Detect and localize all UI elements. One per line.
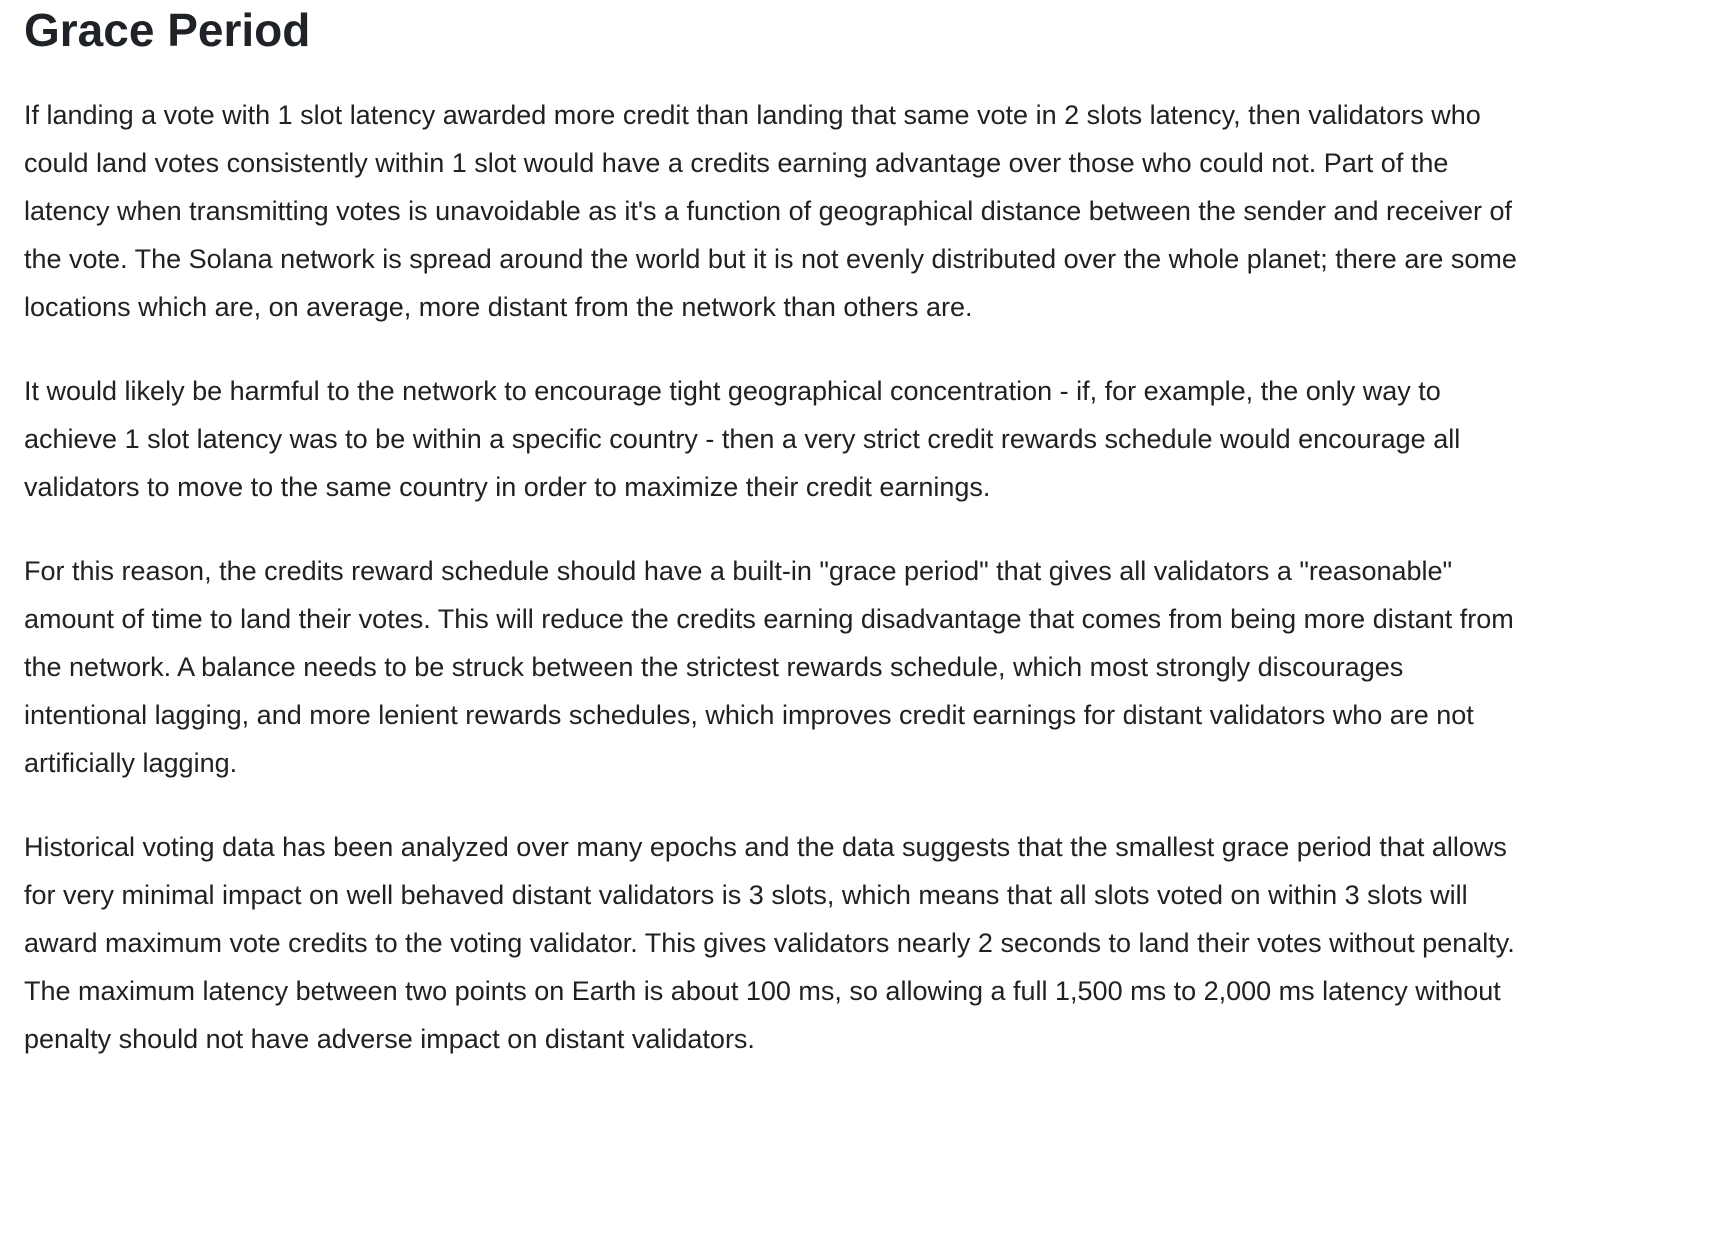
- paragraph-grace-period-rationale: For this reason, the credits reward schedule should have a built-in "grace period" that gives all validators a "reasonable" amount of time to land their votes. This will reduce the credits earning disadvantage that comes from being more distant from the network. A balance needs to be struck between the strictest rewards schedule, which most strongly discourages intentional lagging, and more lenient rewards schedules, which improves credit earnings for distant validators who are not artificially lagging.: [24, 555, 1514, 778]
- paragraph-geographical-concentration: It would likely be harmful to the network to encourage tight geographical concentration - if, for example, the only way to achieve 1 slot latency was to be within a specific country - then a very strict credit rewards schedule would encourage all validators to move to the same country in order to maximize their credit earnings.: [24, 375, 1461, 502]
- paragraph-historical-data: Historical voting data has been analyzed over many epochs and the data suggests that the smallest grace period that allows for very minimal impact on well behaved distant validators is 3 slots, which means that all slots voted on within 3 slots will award maximum vote credits to the voting validator. This gives validators nearly 2 seconds to land their votes without penalty. The maximum latency between two points on Earth is about 100 ms, so allowing a full 1,500 ms to 2,000 ms latency without penalty should not have adverse impact on distant validators.: [24, 831, 1515, 1054]
- page-title: Grace Period: [24, 4, 311, 56]
- paragraph-latency-credit: If landing a vote with 1 slot latency awarded more credit than landing that same vote in 2 slots latency, then validators who could land votes consistently within 1 slot would have a credits earning advantage over those who could not. Part of the latency when transmitting votes is unavoidable as it's a function of geographical distance between the sender and receiver of the vote. The Solana network is spread around the world but it is not evenly distributed over the whole planet; there are some locations which are, on average, more distant from the network than others are.: [24, 99, 1517, 322]
